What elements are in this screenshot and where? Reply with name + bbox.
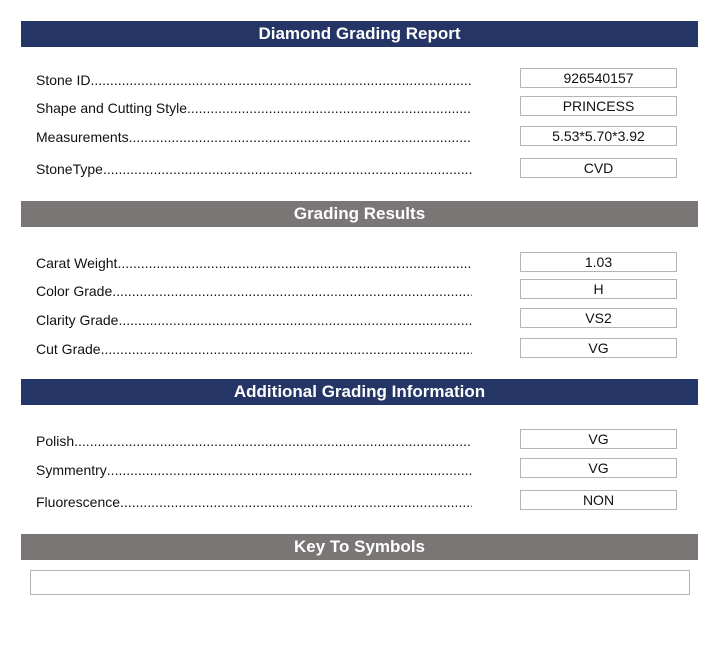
grading-results-banner — [21, 201, 698, 227]
cut-grade-label: Cut Grade — [36, 341, 101, 357]
stone-id-value: 926540157 — [520, 68, 677, 88]
clarity-grade-row — [36, 312, 472, 328]
key-to-symbols-box — [30, 570, 690, 595]
symmetry-label: Symmentry — [36, 462, 107, 478]
stone-id-label: Stone ID — [36, 72, 91, 88]
fluorescence-row — [36, 494, 472, 510]
clarity-grade-label: Clarity Grade — [36, 312, 119, 328]
key-to-symbols-banner — [21, 534, 698, 560]
fluorescence-label: Fluorescence — [36, 494, 121, 510]
symmetry-row — [36, 462, 472, 478]
measurements-label: Measurements — [36, 129, 129, 145]
clarity-grade-value: VS2 — [520, 308, 677, 328]
stone-id-row — [36, 72, 472, 88]
additional-info-title: Additional Grading Information — [233, 382, 486, 401]
carat-weight-row — [36, 255, 472, 271]
carat-weight-value: 1.03 — [520, 252, 677, 272]
polish-label: Polish — [36, 433, 75, 449]
report-title: Diamond Grading Report — [258, 24, 461, 43]
measurements-row — [36, 129, 472, 145]
key-to-symbols-title: Key To Symbols — [294, 537, 425, 556]
color-grade-value: H — [520, 279, 677, 299]
color-grade-row — [36, 283, 472, 299]
carat-weight-label: Carat Weight — [36, 255, 118, 271]
shape-label: Shape and Cutting Style — [36, 100, 187, 116]
stone-type-value: CVD — [520, 158, 677, 178]
stone-type-row — [36, 161, 472, 177]
report-title-banner — [21, 21, 698, 47]
shape-value: PRINCESS — [520, 96, 677, 116]
fluorescence-value: NON — [520, 490, 677, 510]
measurements-value: 5.53*5.70*3.92 — [520, 126, 677, 146]
symmetry-value: VG — [520, 458, 677, 478]
additional-info-banner — [21, 379, 698, 405]
cut-grade-row — [36, 341, 472, 357]
polish-row — [36, 433, 472, 449]
polish-value: VG — [520, 429, 677, 449]
stone-type-label: StoneType — [36, 161, 103, 177]
cut-grade-value: VG — [520, 338, 677, 358]
grading-results-title: Grading Results — [293, 204, 426, 223]
color-grade-label: Color Grade — [36, 283, 113, 299]
shape-row — [36, 100, 472, 116]
